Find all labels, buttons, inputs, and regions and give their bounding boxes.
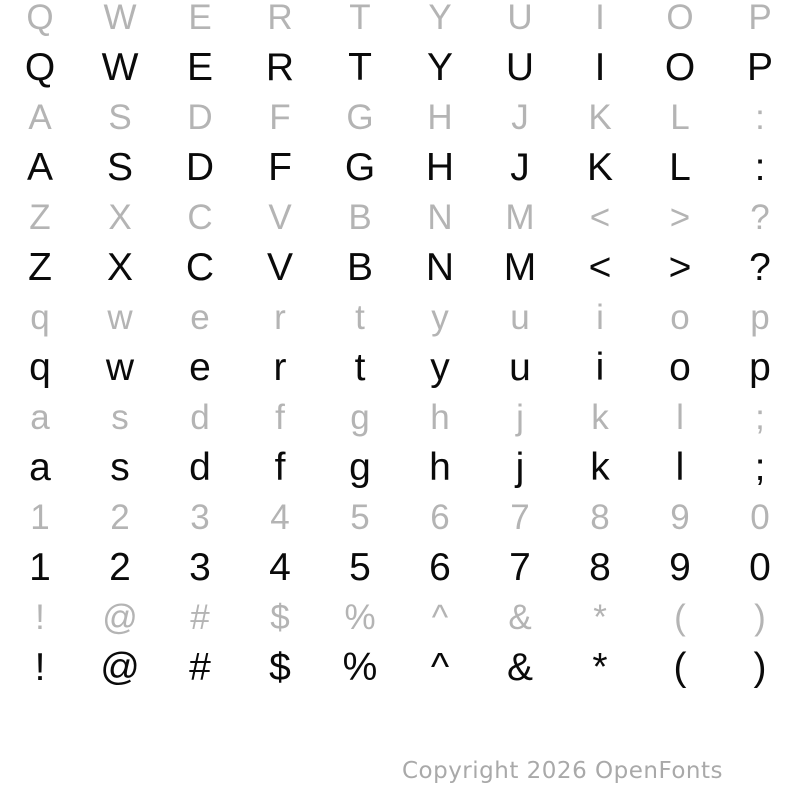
char-cell: A [26,146,53,189]
char-cell: % [342,646,378,689]
char-cell: > [669,198,691,237]
char-row-muted [0,593,800,643]
char-cell: l [676,398,684,437]
char-cell: < [589,198,611,237]
char-cell: T [348,46,372,89]
char-cell: 6 [429,546,451,589]
char-cell: t [354,346,366,389]
char-cell: 4 [270,498,290,537]
char-cell: : [755,98,765,137]
char-cell: k [590,446,610,489]
char-cell: 5 [350,498,370,537]
char-cell: < [588,246,612,289]
char-cell: R [265,46,295,89]
char-row-strong [0,343,800,393]
char-cell: l [675,446,685,489]
char-cell: V [268,198,292,237]
char-cell: h [430,398,450,437]
char-cell: e [190,298,210,337]
char-cell: ^ [431,598,449,637]
char-cell: I [595,0,605,37]
char-cell: ? [750,198,770,237]
char-cell: ) [754,598,766,637]
char-cell: H [427,98,453,137]
char-cell: f [275,398,285,437]
char-cell: k [591,398,609,437]
char-cell: 1 [29,546,51,589]
char-cell: S [108,98,132,137]
char-cell: Y [428,0,452,37]
char-cell: d [190,398,210,437]
char-cell: X [106,246,133,289]
char-cell: H [425,146,455,189]
char-cell: N [425,246,455,289]
char-cell: 2 [110,498,130,537]
char-cell: P [746,46,773,89]
char-cell: ^ [430,646,450,689]
char-cell: E [188,0,212,37]
char-cell: O [664,46,696,89]
char-cell: 5 [349,546,371,589]
char-cell: q [29,346,51,389]
char-cell: y [431,298,449,337]
char-row-strong [0,443,800,493]
char-cell: : [754,146,766,189]
char-cell: L [670,98,690,137]
char-cell: g [349,446,371,489]
char-cell: 6 [430,498,450,537]
char-cell: N [427,198,453,237]
char-row-muted [0,493,800,543]
char-cell: W [103,0,137,37]
char-cell: ! [34,646,46,689]
char-cell: 9 [670,498,690,537]
char-cell: ( [673,646,687,689]
char-cell: R [267,0,293,37]
char-cell: @ [102,598,138,637]
char-cell: % [344,598,376,637]
char-cell: * [593,598,607,637]
char-cell: u [510,298,530,337]
char-row-strong [0,143,800,193]
char-cell: F [268,146,292,189]
char-cell: U [505,46,535,89]
char-cell: D [185,146,215,189]
char-cell: 3 [189,546,211,589]
char-cell: J [511,98,529,137]
char-cell: S [106,146,133,189]
char-row-muted [0,293,800,343]
char-row-strong [0,543,800,593]
char-cell: C [185,246,215,289]
char-cell: Q [26,0,54,37]
char-cell: p [749,346,771,389]
char-cell: M [505,198,535,237]
char-cell: J [510,146,530,189]
char-cell: $ [269,646,291,689]
char-cell: # [190,598,210,637]
char-cell: D [187,98,213,137]
char-row-muted [0,193,800,243]
char-cell: B [346,246,373,289]
char-cell: # [189,646,211,689]
char-cell: g [350,398,370,437]
char-cell: C [187,198,213,237]
char-cell: p [750,298,770,337]
char-cell: K [586,146,613,189]
char-cell: M [503,246,537,289]
char-cell: ! [35,598,45,637]
char-cell: a [29,446,51,489]
char-cell: 2 [109,546,131,589]
char-cell: f [274,446,286,489]
char-row-strong [0,643,800,693]
char-cell: 7 [510,498,530,537]
char-cell: o [670,298,690,337]
char-cell: P [748,0,772,37]
char-cell: $ [270,598,290,637]
char-cell: h [429,446,451,489]
char-cell: s [110,446,130,489]
char-cell: s [111,398,129,437]
char-cell: ; [755,398,765,437]
char-cell: & [508,598,532,637]
char-cell: 3 [190,498,210,537]
char-row-muted [0,393,800,443]
char-cell: I [594,46,606,89]
char-cell: > [668,246,692,289]
char-cell: K [588,98,612,137]
char-cell: t [355,298,365,337]
char-cell: W [101,46,139,89]
char-cell: & [506,646,533,689]
char-cell: r [274,298,286,337]
char-cell: A [28,98,52,137]
copyright-text: Copyright 2026 OpenFonts [401,758,723,784]
char-cell: G [346,98,374,137]
char-cell: * [592,646,608,689]
char-cell: 7 [509,546,531,589]
char-cell: L [669,146,691,189]
char-cell: d [189,446,211,489]
char-cell: i [595,346,605,389]
char-cell: @ [100,646,140,689]
char-cell: q [30,298,50,337]
char-cell: B [348,198,372,237]
char-cell: r [273,346,287,389]
char-cell: 8 [589,546,611,589]
char-cell: ( [674,598,686,637]
char-cell: u [509,346,531,389]
char-cell: Y [426,46,453,89]
char-cell: F [269,98,291,137]
char-cell: 1 [30,498,50,537]
char-cell: O [666,0,694,37]
char-cell: Z [29,198,51,237]
char-cell: U [507,0,533,37]
char-cell: ? [749,246,771,289]
char-cell: o [669,346,691,389]
char-cell: X [108,198,132,237]
char-cell: Z [28,246,52,289]
char-row-strong [0,43,800,93]
char-row-muted [0,0,800,43]
char-cell: j [516,398,524,437]
char-row-strong [0,243,800,293]
char-row-muted [0,93,800,143]
char-cell: y [430,346,450,389]
char-cell: E [186,46,213,89]
char-cell: e [189,346,211,389]
char-cell: 0 [749,546,771,589]
char-cell: i [596,298,604,337]
char-cell: w [107,298,133,337]
char-cell: 9 [669,546,691,589]
char-cell: 4 [269,546,291,589]
char-cell: ; [754,446,766,489]
char-cell: V [266,246,293,289]
char-cell: 0 [750,498,770,537]
char-cell: a [30,398,50,437]
char-cell: G [344,146,376,189]
char-cell: T [349,0,371,37]
char-cell: Q [24,46,56,89]
char-cell: j [515,446,525,489]
char-cell: ) [753,646,767,689]
char-cell: w [105,346,135,389]
char-cell: 8 [590,498,610,537]
